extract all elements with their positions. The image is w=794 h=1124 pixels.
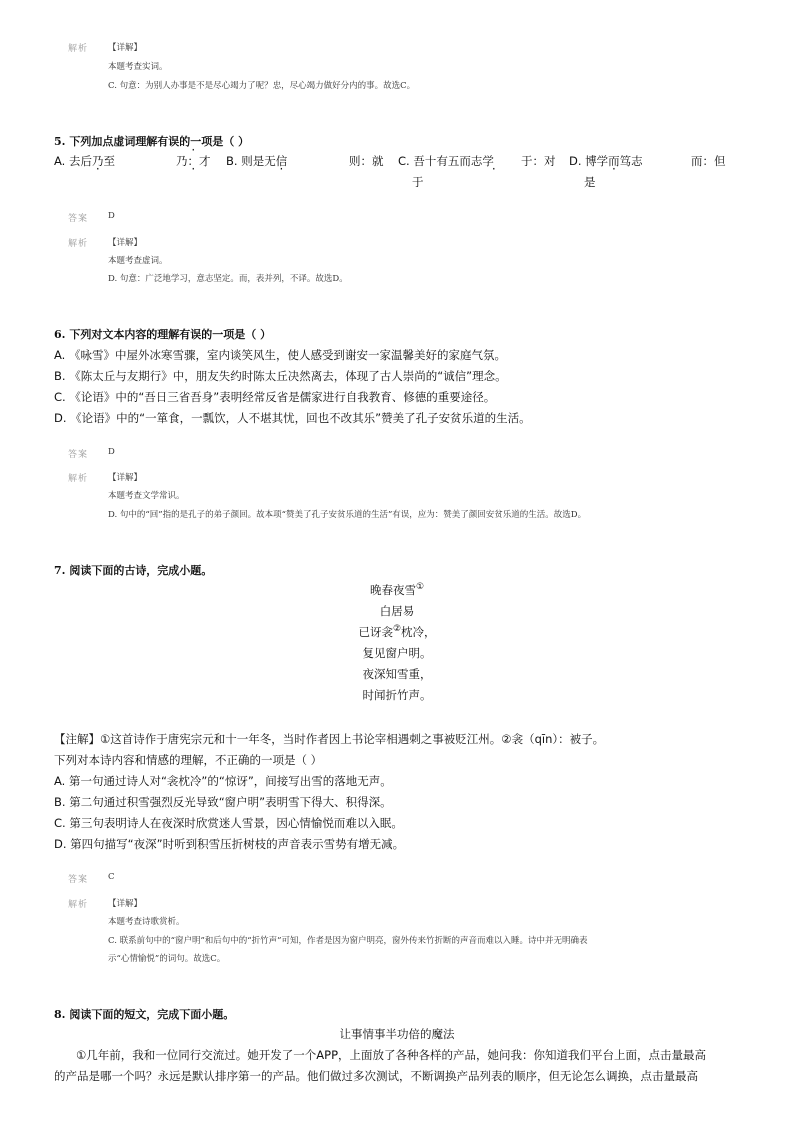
q7-option-d[interactable]: D. 第四句描写“夜深”时听到积雪压折树枝的声音表示雪势有增无减。 <box>54 837 405 851</box>
analysis-label: 解析 <box>68 239 89 249</box>
analysis-line: 本题考查虚词。 <box>108 256 168 266</box>
analysis-line: 本题考查文学常识。 <box>108 491 185 501</box>
detail-label: 【详解】 <box>108 899 143 909</box>
answer-value: D <box>108 447 115 457</box>
q7-option-b[interactable]: B. 第二句通过积雪强烈反光导致“窗户明”表明雪下得大、积得深。 <box>54 795 392 809</box>
option-text: 学 <box>482 154 494 168</box>
option-text: 笃志 <box>619 154 643 168</box>
dotted-char: 信 <box>275 154 288 168</box>
q5-option-a[interactable] <box>54 153 115 169</box>
answer-value: D <box>108 211 115 221</box>
poem-line-2: 复见窗户明。 <box>362 646 432 660</box>
question-6-title: 6. 下列对文本内容的理解有误的一项是（ ） <box>54 328 272 341</box>
q5-option-a-gloss <box>176 153 211 169</box>
dotted-char: 乃 <box>91 154 104 168</box>
poem-line-4: 时闻折竹声。 <box>362 688 432 702</box>
answer-label: 答案 <box>68 450 89 460</box>
q5-option-c-gloss: 于：对 <box>521 154 556 168</box>
poem-text: 已讶衾 <box>358 625 393 639</box>
q6-option-c[interactable]: C. 《论语》中的“吾日三省吾身”表明经常反省是儒家进行自我教育、修德的重要途径。 <box>54 390 496 404</box>
answer-label: 答案 <box>68 875 89 885</box>
gloss-text: · 乃：才 · <box>176 154 211 168</box>
poem-author: 白居易 <box>379 604 415 618</box>
analysis-line: 本题考查实词。 <box>108 62 168 72</box>
essay-paragraph-line: 的产品是哪一个吗？永远是默认排序第一的产品。他们做过多次测试，不断调换产品列表的顺序，但无论怎么调换，点击量最高 <box>54 1069 698 1083</box>
analysis-label: 解析 <box>68 900 89 910</box>
question-5-title: 5. 下列加点虚词理解有误的一项是（ ） <box>54 135 250 148</box>
q5-option-d[interactable] <box>569 153 643 169</box>
note-marker: ② <box>392 624 402 635</box>
q5-option-d-wrap: 是 <box>584 175 596 189</box>
question-8-title: 8. 阅读下面的短文，完成下面小题。 <box>54 1008 235 1021</box>
analysis-line: D. 句意：广泛地学习，意志坚定。而，表并列，不译。故选D。 <box>108 274 348 284</box>
q5-option-c[interactable] <box>398 153 494 169</box>
analysis-line: C. 句意：为别人办事是不是尽心竭力了呢？忠，尽心竭力做好分内的事。故选C。 <box>108 81 416 91</box>
option-text: C. 吾十有五而志 <box>398 154 483 168</box>
question-7-prompt: 下列对本诗内容和情感的理解，不正确的一项是（ ） <box>54 753 323 767</box>
dotted-char: 而 <box>608 154 620 168</box>
poem-line-1 <box>0 624 794 640</box>
poem-notes: 【注解】①这首诗作于唐宪宗元和十一年冬，当时作者因上书论宰相遇刺之事被贬江州。②衾（qīn）：被子。 <box>54 732 605 746</box>
detail-label: 【详解】 <box>108 238 143 248</box>
analysis-label: 解析 <box>68 44 89 54</box>
q6-option-d[interactable]: D. 《论语》中的“一箪食，一瓢饮，人不堪其忧，回也不改其乐”赞美了孔子安贫乐道的生活。 <box>54 411 531 425</box>
q5-option-c-dotted <box>488 153 500 169</box>
analysis-line: D. 句中的“回”指的是孔子的弟子颜回。故本项“赞美了孔子安贫乐道的生活”有误，应为：赞美了颜回安贫乐道的生活。故选D。 <box>108 510 587 520</box>
poem-line-3: 夜深知雪重， <box>362 667 432 681</box>
q5-option-b-gloss: 则：就 <box>349 154 384 168</box>
analysis-line: 本题考查诗歌赏析。 <box>108 917 185 927</box>
option-text: 至 <box>103 154 115 168</box>
essay-paragraph-line: ①几年前，我和一位同行交流过。她开发了一个APP，上面放了各种各样的产品，她问我：你知道我们平台上面，点击量最高 <box>76 1048 707 1062</box>
option-text: A. 去后 <box>54 154 92 168</box>
option-text: B. 则是无 <box>226 154 276 168</box>
poem-title <box>0 582 794 598</box>
analysis-line: 示“心情愉悦”的词句。故选C。 <box>108 954 226 964</box>
note-marker: ① <box>415 582 425 593</box>
question-7-title: 7. 阅读下面的古诗，完成小题。 <box>54 564 213 577</box>
essay-title: 让事情事半功倍的魔法 <box>339 1027 455 1041</box>
poem-text: 枕冷， <box>401 625 436 639</box>
analysis-line: C. 联系前句中的“窗户明”和后句中的“折竹声”可知，作者是因为窗户明亮，窗外传来竹折断的声音而难以入睡。诗中并无明确表 <box>108 936 588 946</box>
q7-option-c[interactable]: C. 第三句表明诗人在夜深时欣赏迷人雪景，因心情愉悦而难以入眠。 <box>54 816 403 830</box>
answer-label: 答案 <box>68 214 89 224</box>
q5-option-c-wrap: 于 <box>412 175 424 189</box>
dotted-char <box>488 154 500 168</box>
q5-option-b[interactable] <box>226 153 287 169</box>
q7-option-a[interactable]: A. 第一句通过诗人对“衾枕冷”的“惊讶”，间接写出雪的落地无声。 <box>54 774 392 788</box>
q6-option-a[interactable]: A. 《咏雪》中屋外冰寒雪骤，室内谈笑风生，使人感受到谢安一家温馨美好的家庭气氛。 <box>54 348 506 362</box>
poem-title-text: 晚春夜雪 <box>369 583 416 597</box>
detail-label: 【详解】 <box>108 43 143 53</box>
answer-value: C <box>108 872 115 882</box>
detail-label: 【详解】 <box>108 473 143 483</box>
option-text: D. 博学 <box>569 154 609 168</box>
analysis-label: 解析 <box>68 474 89 484</box>
q6-option-b[interactable]: B. 《陈太丘与友期行》中，朋友失约时陈太丘决然离去，体现了古人崇尚的“诚信”理念。 <box>54 369 507 383</box>
q5-option-d-gloss: 而：但 <box>691 154 726 168</box>
